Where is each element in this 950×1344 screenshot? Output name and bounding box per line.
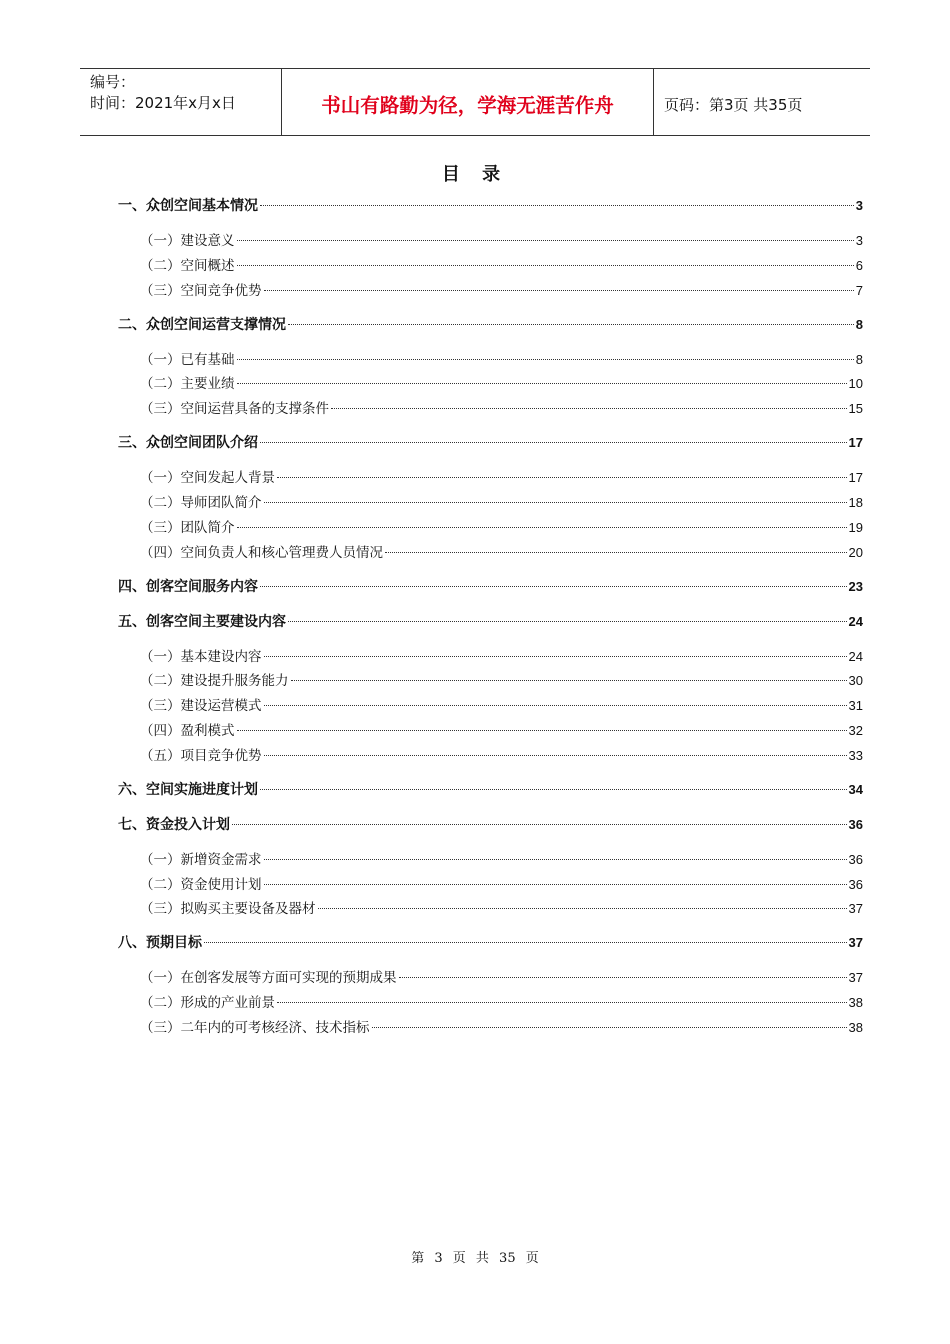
document-time-label: 时间：2021年x月x日 [90, 94, 236, 112]
toc-entry-title: （二）导师团队简介 [140, 495, 262, 511]
toc-entry-title: 二、众创空间运营支撑情况 [118, 316, 286, 333]
toc-entry-page: 33 [848, 747, 863, 763]
toc-dot-leader [288, 621, 847, 622]
toc-entry[interactable] [118, 814, 863, 834]
toc-dot-leader [260, 442, 847, 443]
toc-entry[interactable] [118, 779, 863, 799]
toc-entry-page: 10 [848, 376, 863, 392]
toc-entry[interactable] [140, 848, 863, 868]
toc-dot-leader [260, 586, 847, 587]
toc-entry-title: 八、预期目标 [118, 935, 202, 952]
toc-dot-leader [204, 942, 847, 943]
toc-entry[interactable] [118, 576, 863, 596]
toc-entry[interactable] [140, 397, 863, 417]
toc-entry[interactable] [118, 432, 863, 452]
toc-entry-title: （三）空间竞争优势 [140, 282, 262, 299]
page-footer: 第 3 页 共 35 页 [411, 1251, 539, 1266]
toc-entry-page: 37 [848, 935, 863, 951]
toc-entry-title: 五、创客空间主要建设内容 [118, 613, 286, 630]
toc-entry-title: （二）资金使用计划 [140, 876, 262, 893]
toc-dot-leader [331, 408, 847, 409]
toc-entry[interactable] [118, 195, 863, 215]
toc-entry-page: 18 [848, 495, 863, 510]
toc-entry-title: （三）拟购买主要设备及器材 [140, 901, 316, 918]
toc-dot-leader [264, 290, 854, 291]
toc-dot-leader [264, 859, 847, 860]
toc-entry[interactable] [140, 744, 863, 764]
toc-entry-title: （二）形成的产业前景 [140, 995, 275, 1012]
toc-entry[interactable] [118, 314, 863, 334]
toc-entry[interactable] [140, 541, 863, 561]
toc-entry[interactable] [140, 645, 863, 665]
toc-entry-page: 3 [855, 198, 863, 213]
toc-entry[interactable] [140, 466, 863, 486]
toc-entry-title: （二）主要业绩 [140, 376, 235, 393]
toc-entry-page: 34 [848, 781, 863, 797]
toc-dot-leader [264, 502, 847, 503]
toc-dot-leader [237, 730, 847, 731]
toc-entry-page: 30 [848, 673, 863, 689]
toc-dot-leader [264, 656, 847, 657]
toc-entry-page: 36 [848, 876, 863, 892]
toc-entry-page: 15 [848, 401, 863, 417]
toc-entry-title: （一）在创客发展等方面可实现的预期成果 [140, 970, 397, 987]
toc-entry-title: （一）空间发起人背景 [140, 470, 275, 487]
toc-dot-leader [288, 324, 854, 325]
toc-entry[interactable] [140, 254, 863, 274]
toc-entry-title: （一）新增资金需求 [140, 851, 262, 868]
toc-dot-leader [237, 265, 854, 266]
header-motto: 书山有路勤为径，学海无涯苦作舟 [281, 69, 654, 135]
toc-entry-page: 17 [848, 470, 863, 486]
toc-entry[interactable] [140, 348, 863, 368]
toc-dot-leader [318, 908, 847, 909]
toc-entry[interactable] [140, 491, 863, 511]
toc-entry-page: 36 [848, 816, 863, 832]
toc-entry-title: 三、众创空间团队介绍 [118, 435, 258, 452]
toc-entry-title: （三）建设运营模式 [140, 698, 262, 715]
toc-entry-page: 6 [855, 257, 863, 273]
toc-entry-page: 36 [848, 851, 863, 867]
toc-dot-leader [399, 977, 847, 978]
toc-dot-leader [277, 477, 847, 478]
toc-entry-page: 37 [848, 970, 863, 986]
toc-dot-leader [291, 680, 847, 681]
toc-entry-title: 七、资金投入计划 [118, 816, 230, 833]
toc-entry-title: （三）团队简介 [140, 519, 235, 536]
toc-entry[interactable] [118, 932, 863, 952]
toc-entry[interactable] [140, 873, 863, 893]
toc-dot-leader [237, 383, 847, 384]
toc-entry-title: 六、空间实施进度计划 [118, 781, 258, 798]
toc-entry-title: （一）基本建设内容 [140, 648, 262, 665]
toc-entry-page: 24 [848, 648, 863, 664]
toc-entry-page: 20 [848, 544, 863, 560]
toc-entry-page: 38 [848, 995, 863, 1011]
toc-entry[interactable] [140, 229, 863, 249]
toc-entry[interactable] [140, 694, 863, 714]
toc-entry-title: （三）空间运营具备的支撑条件 [140, 401, 329, 418]
toc-entry[interactable] [140, 991, 863, 1011]
toc-entry-title: （一）建设意义 [140, 233, 235, 249]
toc-entry[interactable] [140, 669, 863, 689]
toc-entry-page: 3 [855, 233, 863, 248]
toc-dot-leader [264, 755, 847, 756]
toc-dot-leader [232, 824, 847, 825]
toc-entry[interactable] [140, 719, 863, 739]
toc-entry-page: 8 [855, 351, 863, 367]
toc-dot-leader [277, 1002, 847, 1003]
toc-entry-title: （四）空间负责人和核心管理费人员情况 [140, 544, 383, 561]
toc-entry-title: （二）空间概述 [140, 257, 235, 274]
toc-dot-leader [372, 1027, 847, 1028]
toc-entry[interactable] [140, 897, 863, 917]
toc-entry-title: （一）已有基础 [140, 351, 235, 368]
toc-entry-page: 8 [855, 316, 863, 332]
toc-entry[interactable] [140, 516, 863, 536]
toc-entry-title: （五）项目竞争优势 [140, 747, 262, 764]
header-meta [80, 69, 281, 135]
toc-entry-title: （二）建设提升服务能力 [140, 673, 289, 690]
toc-entry-page: 31 [848, 698, 863, 714]
toc-entry[interactable] [140, 279, 863, 299]
page-header [80, 68, 870, 136]
toc-entry-page: 37 [848, 901, 863, 917]
toc-dot-leader [264, 884, 847, 885]
toc-dot-leader [237, 240, 854, 241]
toc-entry[interactable] [140, 372, 863, 392]
toc-entry-page: 38 [848, 1020, 863, 1035]
toc-entry-title: 一、众创空间基本情况 [118, 198, 258, 214]
toc-entry-page: 17 [848, 435, 863, 451]
toc-dot-leader [260, 205, 854, 206]
toc-entry-title: 四、创客空间服务内容 [118, 578, 258, 595]
toc-entry-page: 19 [848, 519, 863, 535]
toc-dot-leader [237, 359, 854, 360]
toc-entry[interactable] [118, 611, 863, 631]
toc-entry-page: 32 [848, 723, 863, 738]
toc-dot-leader [385, 552, 847, 553]
toc-entry-page: 24 [848, 613, 863, 629]
toc-entry-title: （三）二年内的可考核经济、技术指标 [140, 1020, 370, 1036]
toc-entry-title: （四）盈利模式 [140, 723, 235, 739]
toc-dot-leader [260, 789, 847, 790]
header-page-info: 页码：第3页 共35页 [664, 95, 803, 114]
toc-title: 目 录 [441, 164, 509, 185]
toc-entry[interactable] [140, 966, 863, 986]
toc-entry-page: 7 [855, 282, 863, 298]
toc-dot-leader [237, 527, 847, 528]
document-number-label: 编号： [90, 73, 136, 91]
toc-entry-page: 23 [848, 578, 863, 594]
toc-dot-leader [264, 705, 847, 706]
toc-entry[interactable] [140, 1016, 863, 1036]
